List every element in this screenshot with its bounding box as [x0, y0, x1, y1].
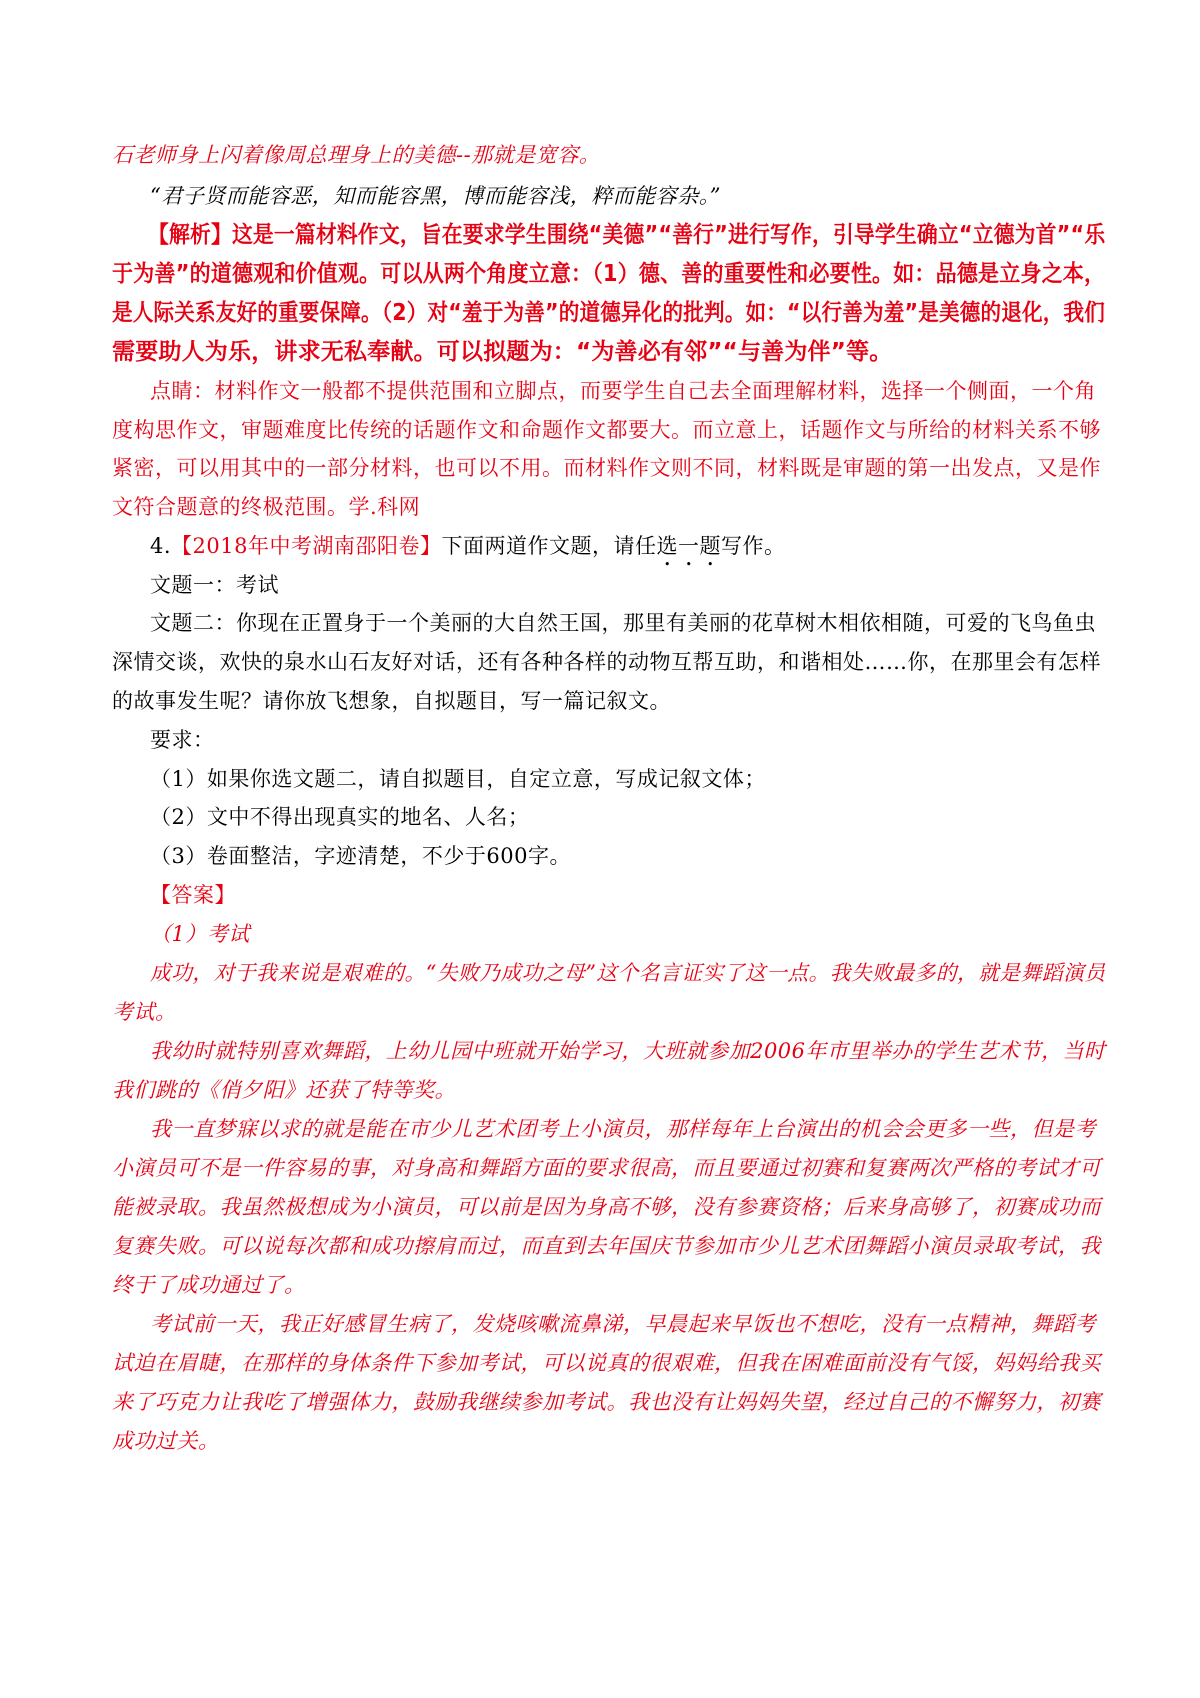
essay-line: 我幼时就特别喜欢舞蹈，上幼儿园中班就开始学习，大班就参加2006年市里举办的学生艺术节，当时: [150, 1039, 1106, 1063]
requirement-item: （3）卷面整洁，字迹清楚，不少于600字。: [150, 844, 571, 868]
answer-title: （1）考试: [150, 922, 250, 946]
pointer-line: 文符合题意的终极范围。学.科网: [112, 495, 421, 519]
question-source: 【2018年中考湖南邵阳卷】: [171, 534, 442, 558]
analysis-line: 【解析】这是一篇材料作文，旨在要求学生围绕“美德”“善行”进行写作，引导学生确立“立德为首”“乐: [148, 222, 1106, 248]
essay-line: 复赛失败。可以说每次都和成功擦肩而过，而直到去年国庆节参加市少儿艺术团舞蹈小演员录取考试，我: [112, 1234, 1101, 1258]
emphasized-text: 选一题: [656, 534, 721, 558]
pointer-line: 度构思作文，审题难度比传统的话题作文和命题作文都要大。而立意上，话题作文与所给的材料关系不够: [112, 418, 1101, 442]
requirement-item: （2）文中不得出现真实的地名、人名；: [150, 805, 530, 829]
requirements-label: 要求：: [150, 728, 215, 752]
quote-line: “君子贤而能容恶，知而能容黑，博而能容浅，粹而能容杂。”: [150, 184, 721, 208]
question-text-end: 写作。: [721, 534, 786, 558]
essay-line: 终于了成功通过了。: [112, 1273, 306, 1297]
question-number: 4.: [150, 534, 172, 558]
essay-line: 考试。: [112, 1000, 177, 1024]
essay-line: 成功过关。: [112, 1429, 220, 1453]
answer-label: 【答案】: [150, 883, 236, 907]
essay-line: 我一直梦寐以求的就是能在市少儿艺术团考上小演员，那样每年上台演出的机会会更多一些，但是考: [150, 1117, 1096, 1141]
question-text: 下面两道作文题，请任: [441, 534, 657, 558]
question-4: [150, 531, 786, 571]
essay-line: 能被录取。我虽然极想成为小演员，可以前是因为身高不够，没有参赛资格；后来身高够了，初赛成功而: [112, 1195, 1101, 1219]
essay-paragraph: 石老师身上闪着像周总理身上的美德--那就是宽容。: [112, 143, 601, 167]
essay-line: 小演员可不是一件容易的事，对身高和舞蹈方面的要求很高，而且要通过初赛和复赛两次严格的考试才可: [112, 1156, 1101, 1180]
essay-line: 成功，对于我来说是艰难的。“失败乃成功之母”这个名言证实了这一点。我失败最多的，就是舞蹈演员: [150, 961, 1106, 985]
pointer-line: 紧密，可以用其中的一部分材料，也可以不用。而材料作文则不同，材料既是审题的第一出发点，又是作: [112, 456, 1101, 480]
essay-line: 考试前一天，我正好感冒生病了，发烧咳嗽流鼻涕，早晨起来早饭也不想吃，没有一点精神，舞蹈考: [150, 1312, 1096, 1336]
requirement-item: （1）如果你选文题二，请自拟题目，自定立意，写成记叙文体；: [150, 767, 766, 791]
topic-one: 文题一：考试: [150, 573, 279, 597]
topic-two-line: 的故事发生呢？请你放飞想象，自拟题目，写一篇记叙文。: [112, 689, 671, 713]
topic-two-line: 文题二：你现在正置身于一个美丽的大自然王国，那里有美丽的花草树木相依相随，可爱的飞鸟鱼虫: [150, 611, 1096, 635]
analysis-line: 需要助人为乐，讲求无私奉献。可以拟题为：“为善必有邻”“与善为伴”等。: [112, 339, 893, 365]
essay-line: 来了巧克力让我吃了增强体力，鼓励我继续参加考试。我也没有让妈妈失望，经过自己的不懈努力，初赛: [112, 1390, 1101, 1414]
topic-two-line: 深情交谈，欢快的泉水山石友好对话，还有各种各样的动物互帮互助，和谐相处……你，在那里会有怎样: [112, 650, 1101, 674]
analysis-line: 于为善”的道德观和价值观。可以从两个角度立意：（1）德、善的重要性和必要性。如：品德是立身之本，: [112, 261, 1106, 287]
essay-line: 试迫在眉睫，在那样的身体条件下参加考试，可以说真的很艰难，但我在困难面前没有气馁，妈妈给我买: [112, 1351, 1101, 1375]
pointer-line: 点睛：材料作文一般都不提供范围和立脚点，而要学生自己去全面理解材料，选择一个侧面，一个角: [150, 379, 1096, 403]
analysis-line: 是人际关系友好的重要保障。（2）对“羞于为善”的道德异化的批判。如：“以行善为羞”是美德的退化，我们: [112, 300, 1105, 326]
essay-line: 我们跳的《俏夕阳》还获了特等奖。: [112, 1078, 456, 1102]
